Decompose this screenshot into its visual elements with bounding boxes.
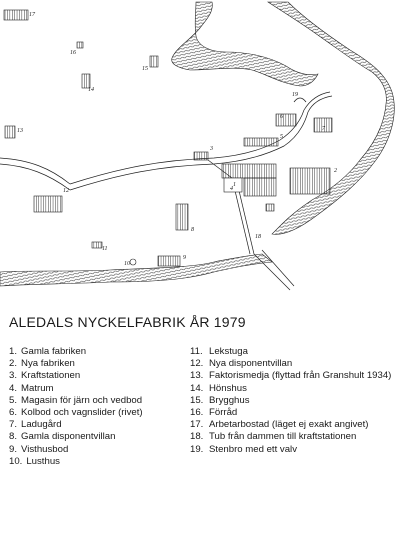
number-10: 10: [124, 261, 130, 267]
legend-item-number: 17.: [190, 419, 204, 431]
number-3: 3: [210, 146, 213, 152]
number-6: 6: [280, 114, 283, 120]
number-5: 5: [280, 134, 283, 140]
legend-item-number: 7.: [9, 419, 18, 431]
number-1: 1: [233, 182, 236, 188]
legend-item-number: 9.: [9, 443, 18, 455]
number-13: 13: [17, 128, 23, 134]
map-title: ALEDALS NYCKELFABRIK ÅR 1979: [9, 314, 246, 330]
legend-item-label: Visthusbod: [21, 443, 69, 455]
building-16: [77, 42, 83, 48]
building-5: [244, 138, 278, 146]
legend-item: [190, 431, 414, 443]
number-11: 11: [102, 246, 108, 252]
legend-item: [9, 370, 190, 382]
legend-item: [9, 407, 190, 419]
legend-item-label: Kraftstationen: [21, 370, 81, 382]
legend-item: [9, 346, 190, 358]
legend-item-number: 14.: [190, 382, 204, 394]
legend-item-label: Förråd: [209, 407, 238, 419]
legend-item-label: Lusthus: [26, 455, 60, 467]
legend-item-label: Nya disponentvillan: [209, 358, 293, 370]
legend-item-label: Faktorismedja (flyttad från Granshult 1934): [209, 370, 392, 382]
legend-item-number: 16.: [190, 407, 204, 419]
number-7: 7: [322, 126, 325, 132]
legend-item-label: Stenbro med ett valv: [209, 443, 297, 455]
legend-item: [9, 383, 190, 395]
legend-item-label: Lekstuga: [209, 346, 248, 357]
legend-item-number: 10.: [9, 455, 23, 467]
building-9a: [266, 204, 274, 211]
pavilion-10: [130, 259, 136, 265]
building-14: [82, 74, 90, 88]
number-8: 8: [191, 227, 194, 233]
legend-item-number: 6.: [9, 407, 18, 419]
legend-item: [9, 419, 190, 431]
building-11: [92, 242, 102, 248]
building-17: [4, 10, 28, 20]
legend-item-number: 12.: [190, 358, 204, 370]
legend-item-number: 13.: [190, 370, 204, 382]
legend-item-label: Brygghus: [209, 394, 250, 406]
legend-item-label: Tub från dammen till kraftstationen: [209, 431, 357, 443]
legend-column-1: [9, 346, 190, 468]
number-9: 9: [183, 255, 186, 261]
legend-item-number: 18.: [190, 431, 204, 443]
legend-item: [190, 358, 414, 370]
legend-item: [190, 444, 414, 456]
legend-item-number: 3.: [9, 370, 18, 382]
number-18: 18: [255, 234, 261, 240]
legend-item-label: Nya fabriken: [21, 358, 75, 370]
legend-item: [9, 456, 190, 468]
legend-item-label: Kolbod och vagnslider (rivet): [21, 407, 143, 419]
legend-column-2: [190, 346, 414, 468]
legend-item-label: Hönshus: [209, 382, 247, 394]
number-16: 16: [70, 50, 76, 56]
building-2: [290, 168, 330, 194]
legend-item: [9, 358, 190, 370]
number-4: 4: [230, 186, 233, 192]
building-9: [158, 256, 180, 266]
legend-item-number: 4.: [9, 382, 18, 394]
legend-item: [190, 346, 414, 358]
legend-item-label: Gamla disponentvillan: [21, 431, 116, 443]
legend-item-number: 1.: [9, 346, 18, 357]
number-19: 19: [292, 92, 298, 98]
number-2: 2: [334, 168, 337, 174]
legend-item: [190, 370, 414, 382]
river: [0, 2, 394, 286]
number-14: 14: [88, 87, 94, 93]
legend: [9, 346, 414, 468]
legend-item: [190, 407, 414, 419]
legend-item: [9, 444, 190, 456]
legend-item-label: Gamla fabriken: [21, 346, 87, 357]
building-6: [276, 114, 296, 126]
building-1: [222, 164, 276, 178]
legend-item-number: 5.: [9, 394, 18, 406]
legend-item-number: 19.: [190, 443, 204, 455]
legend-item: [190, 395, 414, 407]
legend-item-label: Ladugård: [21, 419, 62, 431]
legend-item-number: 8.: [9, 431, 18, 443]
number-17: 17: [29, 12, 35, 18]
number-12: 12: [63, 188, 69, 194]
building-3: [194, 152, 208, 160]
legend-item-number: 11.: [190, 346, 203, 357]
building-1b: [244, 178, 276, 196]
stream-south: [0, 254, 272, 286]
legend-item: [9, 431, 190, 443]
number-15: 15: [142, 66, 148, 72]
legend-item: [190, 419, 414, 431]
building-13: [5, 126, 15, 138]
roads: [0, 92, 332, 190]
legend-item-label: Matrum: [21, 382, 54, 394]
legend-item-number: 15.: [190, 394, 204, 406]
building-15: [150, 56, 158, 67]
building-12: [34, 196, 62, 212]
legend-item: [190, 383, 414, 395]
stone-bridge-19: [294, 98, 306, 102]
legend-item: [9, 395, 190, 407]
legend-item-number: 2.: [9, 358, 18, 370]
building-8: [176, 204, 188, 230]
legend-item-label: Magasin för järn och vedbod: [21, 394, 143, 406]
legend-item-label: Arbetarbostad (läget ej exakt angivet): [209, 419, 369, 431]
